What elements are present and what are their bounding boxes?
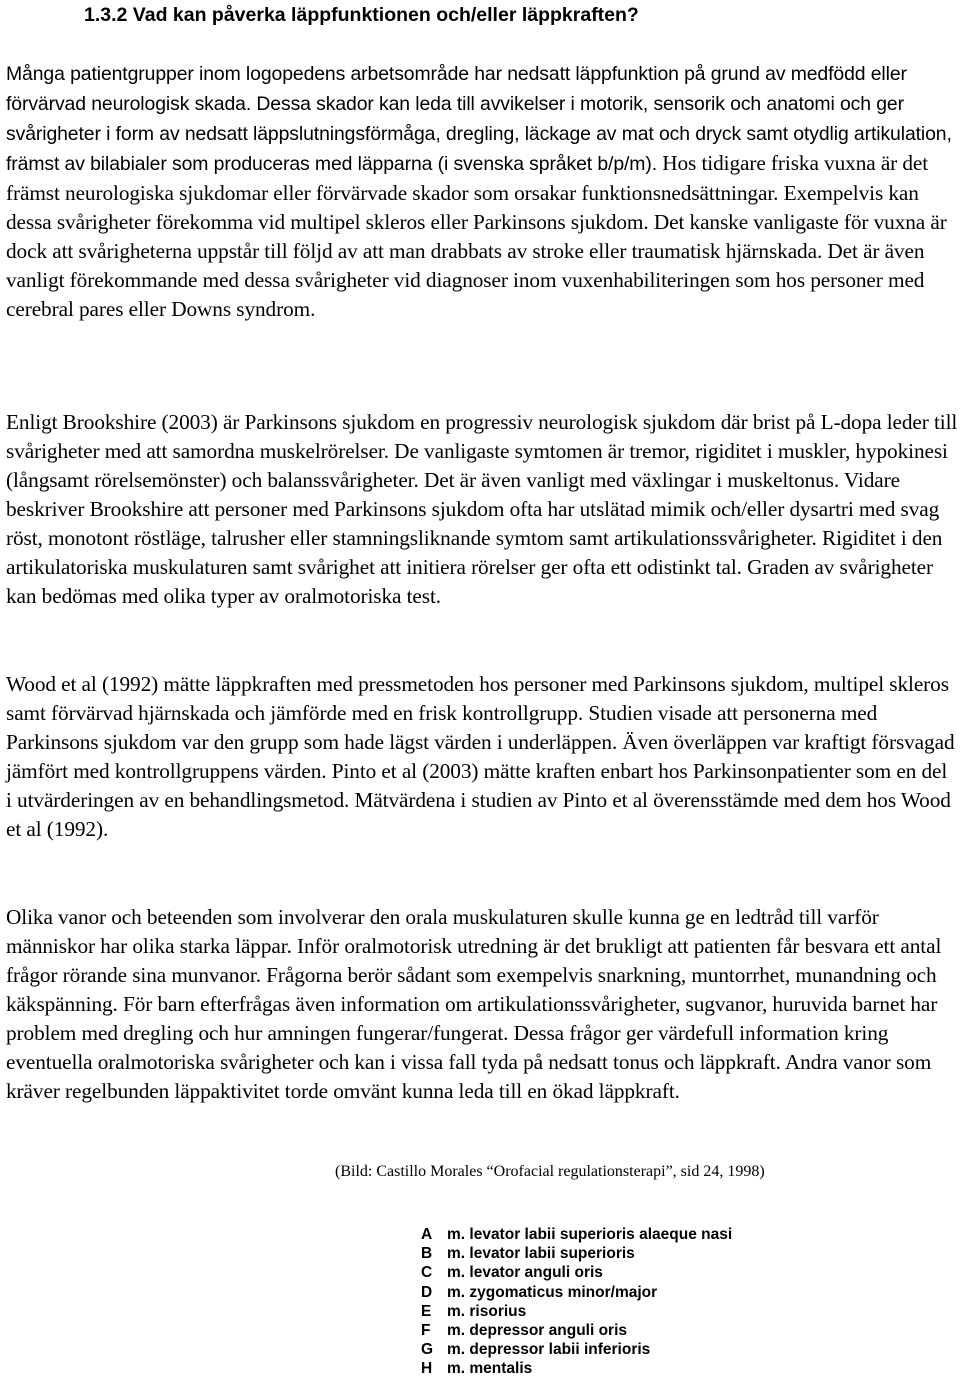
legend-item (421, 1321, 732, 1340)
paragraph-3: Wood et al (1992) mätte läppkraften med pressmetoden hos personer med Parkinsons sjukdom, multipel skleros samt förvärvad hjärnskada och jämförde med en frisk kontrollgrupp. Studien visade att personerna med Parkinsons sjukdom var den grupp som hade lägst värden i underläppen. Även överläppen var kraftigt försvagad jämfört med kontrollgruppens värden. Pinto et al (2003) mätte kraften enbart hos Parkinsonpatienter som en del i utvärderingen av en behandlingsmetod. Mätvärdena i studien av Pinto et al överensstämde med dem hos Wood et al (1992). (6, 672, 955, 841)
legend-letter: H (421, 1360, 433, 1378)
section-heading: 1.3.2 Vad kan påverka läppfunktionen och/eller läppkraften? (84, 4, 639, 26)
legend-item (421, 1263, 732, 1282)
legend-item (421, 1340, 732, 1359)
paragraph-1-sans-text: Många patientgrupper inom logopedens arbetsområde har nedsatt läppfunktion på grund av medfödd eller förvärvad neurologisk skada. Dessa skador kan leda till avvikelser i motorik, sensorik och anatomi och ger svårigheter i form av nedsatt läppslutningsförmåga, dregling, läckage av mat och dryck samt otydlig artikulation, främst av bilabialer som produceras med läpparna (i svenska språket b/p/m). (6, 63, 952, 175)
paragraph-2: Enligt Brookshire (2003) är Parkinsons sjukdom en progressiv neurologisk sjukdom där brist på L-dopa leder till svårigheter med att samordna muskelrörelser. De vanligaste symtomen är tremor, rigiditet i muskler, hypokinesi (långsamt rörelsemönster) och balanssvårigheter. Det är även vanligt med växlingar i muskeltonus. Vidare beskriver Brookshire att personer med Parkinsons sjukdom ofta har utslätad mimik och/eller dysartri med svag röst, monotont röstläge, talrusher eller stamningsliknande symtom samt artikulationssvårigheter. Rigiditet i den artikulatoriska muskulaturen samt svårighet att initiera rörelser ger ofta ett odistinkt tal. Graden av svårigheter kan bedömas med olika typer av oralmotoriska test. (6, 410, 958, 608)
legend-text: m. depressor anguli oris (447, 1321, 628, 1339)
legend-item (421, 1244, 732, 1263)
legend-letter: E (421, 1302, 432, 1320)
legend-text: m. levator labii superioris alaeque nasi (447, 1226, 733, 1243)
legend-letter: C (421, 1264, 433, 1282)
paragraph-1 (6, 59, 958, 324)
legend-letter: B (421, 1245, 433, 1263)
legend-item (421, 1225, 732, 1244)
legend-text: m. mentalis (447, 1360, 533, 1378)
legend-text: m. risorius (447, 1302, 527, 1320)
legend-text: m. zygomaticus minor/major (447, 1283, 658, 1301)
legend-letter: F (421, 1321, 431, 1339)
legend-text: m. depressor labii inferioris (447, 1341, 651, 1359)
legend-text: m. levator labii superioris (447, 1245, 635, 1263)
legend-item (421, 1302, 732, 1321)
legend-letter: D (421, 1283, 433, 1301)
legend-item (421, 1283, 732, 1302)
legend-letter: A (421, 1226, 433, 1243)
paragraph-4: Olika vanor och beteenden som involverar den orala muskulaturen skulle kunna ge en ledtråd till varför människor har olika starka läppar. Inför oralmotorisk utredning är det brukligt att patienten får besvara ett antal frågor rörande sina munvanor. Frågorna berör sådant som exempelvis snarkning, muntorrhet, munandning och käkspänning. För barn efterfrågas även information om artikulationssvårigheter, sugvanor, huruvida barnet har problem med dregling och hur amningen fungerar/fungerat. Dessa frågor ger värdefull information kring eventuella oralmotoriska svårigheter och kan i vissa fall tyda på nedsatt tonus och läppkraft. Andra vanor som kräver regelbunden läppaktivitet torde omvänt kunna leda till en ökad läppkraft. (6, 905, 942, 1103)
legend-text: m. levator anguli oris (447, 1264, 603, 1282)
legend-letter: G (421, 1341, 434, 1359)
paragraph-1-serif-text: Hos tidigare friska vuxna är det främst neurologiska sjukdomar eller förvärvade skador som orsakar funktionsnedsättningar. Exempelvis kan dessa svårigheter förekomma vid multipel skleros eller Parkinsons sjukdom. Det kanske vanligaste för vuxna är dock att svårigheterna uppstår till följd av att man drabbats av stroke eller traumatisk hjärnskada. Det är även vanligt förekommande med dessa svårigheter vid diagnoser inom vuxenhabiliteringen som hos personer med cerebral pares eller Downs syndrom. (6, 151, 947, 321)
image-caption: (Bild: Castillo Morales “Orofacial regulationsterapi”, sid 24, 1998) (335, 1163, 765, 1180)
legend-item (421, 1359, 732, 1378)
muscle-legend (421, 1225, 732, 1379)
